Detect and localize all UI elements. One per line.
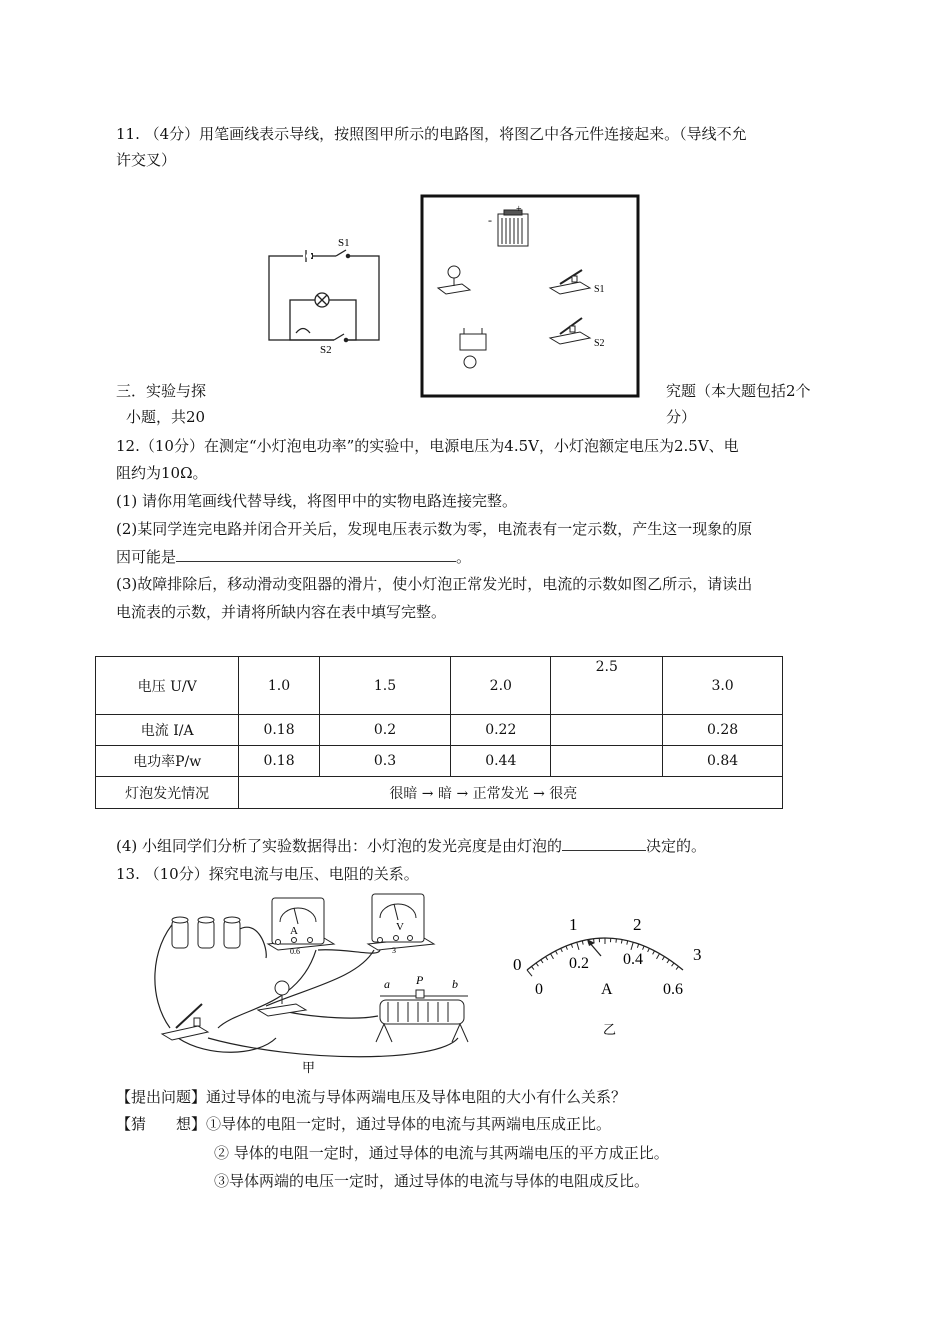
scale-tick (577, 942, 579, 950)
table-cell-empty[interactable] (551, 715, 663, 746)
physical-circuit-jia (148, 888, 488, 1080)
circuit-diagram-jia (262, 232, 387, 357)
table-label: 电功率P/w (96, 746, 239, 777)
battery-icon (498, 210, 528, 246)
scale-tick (621, 940, 622, 944)
scale-tick (676, 966, 678, 969)
svg-text:-: - (488, 213, 492, 227)
svg-text:1: 1 (569, 915, 578, 934)
scale-tick (531, 966, 533, 969)
figure-label-jia: 甲 (302, 1060, 316, 1075)
scale-tick (561, 948, 563, 952)
scale-tick (662, 957, 664, 960)
table-cell: 0.2 (319, 715, 451, 746)
label-s1: S1 (338, 237, 350, 249)
svg-text:+: + (516, 204, 522, 215)
table-row-light (96, 777, 783, 809)
q12-part2a: (2)某同学连完电路并闭合开关后，发现电压表示数为零，电流表有一定示数，产生这一现象的原 (116, 520, 753, 538)
scale-tick (550, 954, 553, 959)
scale-tick (631, 942, 633, 950)
table-row-power (96, 746, 783, 777)
q13-guess1: 【猜 想】①导体的电阻一定时，通过导体的电流与其两端电压成正比。 (116, 1115, 612, 1133)
table-cell: 0.84 (663, 746, 783, 777)
bulb-icon (258, 981, 306, 1016)
svg-text:0: 0 (535, 981, 543, 998)
table-cell-empty[interactable] (551, 746, 663, 777)
svg-text:0.6: 0.6 (663, 981, 683, 998)
q13-guess3: ③导体两端的电压一定时，通过导体的电流与导体的电阻成反比。 (214, 1172, 650, 1190)
q12-line1: 12.（10分）在测定“小灯泡电功率”的实验中，电源电压为4.5V，小灯泡额定电压为2.5V、电 (116, 437, 739, 455)
ammeter-scale-yi (505, 908, 715, 1038)
scale-tick (536, 963, 538, 966)
q12-part2b: 因可能是 。 (116, 548, 472, 566)
q12-part3a: (3)故障排除后，移动滑动变阻器的滑片，使小灯泡正常发光时，电流的示数如图乙所示，请读出 (116, 575, 753, 593)
svg-text:a: a (384, 977, 390, 991)
svg-text:0.2: 0.2 (569, 955, 589, 972)
svg-text:S1: S1 (594, 284, 605, 295)
scale-tick (527, 970, 532, 976)
ammeter-icon (268, 898, 334, 950)
svg-text:0: 0 (513, 955, 522, 974)
svg-text:A: A (290, 925, 298, 937)
table-cell: 1.5 (319, 657, 451, 715)
q12-part3b: 电流表的示数，并请将所缺内容在表中填写完整。 (116, 603, 447, 621)
answer-blank-4[interactable] (562, 835, 646, 851)
scale-tick (546, 957, 548, 960)
svg-text:P: P (416, 973, 424, 987)
scale-tick (627, 941, 628, 945)
q12-part4: (4) 小组同学们分析了实验数据得出：小灯泡的发光亮度是由灯泡的 决定的。 (116, 837, 707, 855)
table-cell: 0.18 (239, 746, 319, 777)
table-cell: 1.0 (239, 657, 319, 715)
label-s2: S2 (320, 344, 332, 356)
answer-blank-2[interactable] (176, 546, 456, 562)
scale-tick (653, 951, 655, 955)
scale-tick (566, 946, 568, 950)
table-cell: 2.0 (451, 657, 551, 715)
scale-tick (582, 941, 583, 945)
battery-cells-icon (172, 917, 240, 948)
table-label: 灯泡发光情况 (96, 777, 239, 809)
section3-right2: 分） (666, 408, 697, 426)
scale-tick (643, 946, 645, 950)
svg-text:3: 3 (693, 945, 702, 964)
table-cell: 3.0 (663, 657, 783, 715)
rheostat-icon (376, 990, 468, 1042)
scale-tick (637, 944, 638, 948)
svg-text:A: A (601, 981, 613, 998)
scale-tick (657, 954, 660, 959)
svg-text:2: 2 (633, 915, 642, 934)
table-label: 电压 U/V (96, 657, 239, 715)
svg-text:b: b (452, 977, 458, 991)
q12-line2: 阻约为10Ω。 (116, 464, 208, 482)
table-cell: 很暗 → 暗 → 正常发光 → 很亮 (239, 777, 783, 809)
table-cell: 0.44 (451, 746, 551, 777)
svg-text:0.4: 0.4 (623, 951, 643, 968)
components-box-yi (420, 194, 642, 400)
q13-question: 【提出问题】通过导体的电流与导体两端电压及导体电阻的大小有什么关系？ (116, 1088, 627, 1106)
scale-tick (648, 948, 650, 952)
scale-tick (667, 960, 669, 963)
q13-title: 13. （10分）探究电流与电压、电阻的关系。 (116, 865, 419, 883)
section3-right1: 究题（本大题包括2个 (666, 382, 811, 400)
table-cell: 0.28 (663, 715, 783, 746)
q11-line2: 许交叉） (116, 151, 177, 169)
table-cell: 0.3 (319, 746, 451, 777)
section3-left1: 三．实验与探 (116, 382, 207, 400)
scale-tick (556, 951, 558, 955)
q11-line1: 11. （4分）用笔画线表示导线，按照图甲所示的电路图，将图乙中各元件连接起来。（导线不允 (116, 125, 747, 143)
table-label: 电流 I/A (96, 715, 239, 746)
q13-guess2: ② 导体的电阻一定时，通过导体的电流与其两端电压的平方成正比。 (214, 1144, 669, 1162)
table-cell: 0.18 (239, 715, 319, 746)
scale-tick (571, 944, 572, 948)
svg-text:S2: S2 (594, 338, 605, 349)
figure-label-yi: 乙 (603, 1022, 617, 1037)
table-row-current (96, 715, 783, 746)
section3-left2: 小题，共20 (126, 408, 206, 426)
switch-icon (162, 1004, 208, 1040)
data-table (95, 656, 783, 809)
svg-text:0.6: 0.6 (290, 947, 300, 956)
svg-text:3: 3 (392, 946, 396, 955)
table-cell: 2.5 (551, 657, 663, 715)
q12-part1: (1) 请你用笔画线代替导线，将图甲中的实物电路连接完整。 (116, 492, 518, 510)
table-row-voltage (96, 657, 783, 715)
scale-tick (672, 963, 674, 966)
svg-text:V: V (396, 921, 404, 933)
table-cell: 0.22 (451, 715, 551, 746)
scale-tick (541, 960, 543, 963)
